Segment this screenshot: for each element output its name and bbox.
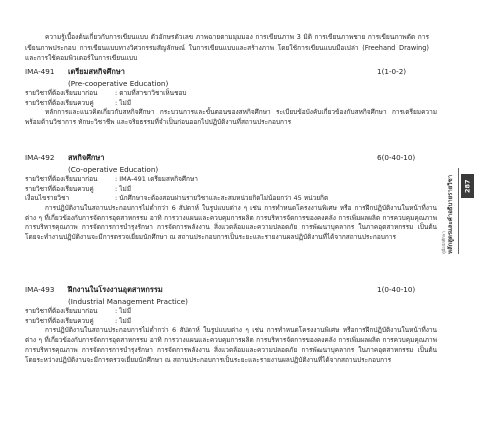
course-code: IMA-491 [25, 67, 55, 76]
corequisite-row [25, 99, 437, 109]
course-description: การปฏิบัติงานในสถานประกอบการไม่ต่ำกว่า 6 สัปดาห์ ในรูปแบบต่าง ๆ เช่น การทำหนดโครงงานพิเศษ หรือการฝึกปฏิบัติงานในหน้าที่งานต่าง ๆ ที่เกี่ยวข้องกับการจัดการอุตสาหกรรม อาทิ การวางแผนและควบคุมการผลิต การบริหารจัดการของคงคลัง การเพิ่มผลผลิต การควบคุมคุณภาพ การบริหารคุณภาพ การจัดการการบำรุงรักษา การจัดการพลังงาน สิ่งแวดล้อมและความปลอดภัย การพัฒนาบุคลากร ในภาคอุตสาหกรรม เป็นต้น โดยระหว่างปฏิบัติงานจะมีการตรวจเยี่ยมนักศึกษา ณ สถานประกอบการเป็นระยะและรายงานผลปฏิบัติงานที่ได้จากสถานประกอบการ [25, 326, 437, 364]
prerequisite-row [25, 175, 437, 185]
corequisite-row [25, 185, 437, 195]
course-title-en: (Industrial Management Practice) [68, 297, 188, 306]
course-ima-492 [25, 153, 437, 243]
prerequisite-value: : ตามที่สาขาวิชาเห็นชอบ [115, 89, 187, 97]
course-credits: 1(0-40-10) [377, 285, 416, 294]
course-ima-491 [25, 67, 437, 128]
prerequisite-label: รายวิชาที่ต้องเรียนมาก่อน [25, 307, 98, 315]
course-header [25, 285, 437, 296]
corequisite-value: : ไม่มี [115, 98, 132, 107]
intro-paragraph: ความรู้เบื้องต้นเกี่ยวกับการเขียนแบบ ตัวอักษรตัวเลข ภาพฉายตามมุมมอง การเขียนภาพ 3 มิติ การเขียนภาพชาย การเขียนภาพตัด การเขียนภาพประกอบ การเขียนแบบทางวิศวกรรมสัญลักษณ์ ในการเขียนแบบและสร้างภาพ โดยใช้การเขียนแบบมือเปล่า (Freehand Drawing) และการใช้คอมพิวเตอร์ในการเขียนแบบ [25, 33, 429, 62]
course-header [25, 153, 437, 164]
prerequisite-label: รายวิชาที่ต้องเรียนมาก่อน [25, 175, 98, 183]
side-chapter-subtitle: คู่มือนักศึกษา [441, 231, 446, 254]
prerequisite-row [25, 89, 437, 99]
course-title-th: สหกิจศึกษา [68, 153, 105, 162]
course-title-th: ฝึกงานในโรงงานอุตสาหกรรม [68, 285, 163, 294]
course-title-en: (Pre-cooperative Education) [68, 79, 169, 88]
course-header [25, 67, 437, 78]
condition-label: เงื่อนไขรายวิชา [25, 194, 70, 203]
corequisite-label: รายวิชาที่ต้องเรียนควบคู่ [25, 98, 94, 107]
side-chapter-title: หลักสูตรและคำอธิบายรายวิชา [447, 174, 454, 254]
prerequisite-label: รายวิชาที่ต้องเรียนมาก่อน [25, 89, 98, 97]
condition-value: : นักศึกษาจะต้องสอบผ่านรายวิชาและสะสมหน่วยกิตไม่น้อยกว่า 45 หน่วยกิต [115, 194, 329, 203]
prerequisite-value: : ไม่มี [115, 307, 132, 315]
course-title-th: เตรียมสหกิจศึกษา [68, 67, 125, 76]
course-ima-493 [25, 285, 437, 365]
corequisite-value: : ไม่มี [115, 316, 132, 325]
course-description: หลักการและแนวคิดเกี่ยวกับสหกิจศึกษา กระบวนการและขั้นตอนของสหกิจศึกษา ระเบียบข้อบังคับเกี่ยวข้องกับสหกิจศึกษา การเตรียมความพร้อมด้านวิชาการ ทักษะวิชาชีพ และจริยธรรมที่จำเป็นก่อนออกไปปฏิบัติงานที่สถานประกอบการ [25, 108, 437, 126]
course-credits: 1(1-0-2) [377, 67, 407, 76]
course-title-en: (Co-operative Education) [68, 165, 159, 174]
condition-row [25, 194, 437, 204]
corequisite-value: : ไม่มี [115, 184, 132, 193]
corequisite-label: รายวิชาที่ต้องเรียนควบคู่ [25, 316, 94, 325]
corequisite-row [25, 317, 437, 327]
course-code: IMA-493 [25, 285, 55, 294]
prerequisite-value: : IMA-491 เตรียมสหกิจศึกษา [115, 175, 198, 183]
course-description: การปฏิบัติงานในสถานประกอบการไม่ต่ำกว่า 6 สัปดาห์ ในรูปแบบต่าง ๆ เช่น การทำหนดโครงงานพิเศษ หรือ การฝึกปฏิบัติงานในหน้าที่งานต่าง ๆ ที่เกี่ยวข้องกับการจัดการอุตสาหกรรม อาทิ การวางแผนและควบคุมการผลิต การบริหารจัดการของคงคลัง การเพิ่มผลผลิต การควบคุมคุณภาพ การบริหารคุณภาพ การจัดการการบำรุงรักษา การจัดการพลังงาน สิ่งแวดล้อมและความปลอดภัย การพัฒนาบุคลากร ในภาคอุตสาหกรรม เป็นต้น โดยจะทำงานปฏิบัติงานจะมีการตรวจเยี่ยมนักศึกษา ณ สถานประกอบการเป็นระยะและรายงานผลปฏิบัติงานที่ได้จากสถานประกอบการ [25, 203, 437, 242]
page-number: 287 [461, 174, 474, 198]
prerequisite-row [25, 307, 437, 317]
course-code: IMA-492 [25, 153, 55, 162]
side-divider [458, 168, 459, 254]
course-credits: 6(0-40-10) [377, 153, 416, 162]
corequisite-label: รายวิชาที่ต้องเรียนควบคู่ [25, 184, 94, 193]
